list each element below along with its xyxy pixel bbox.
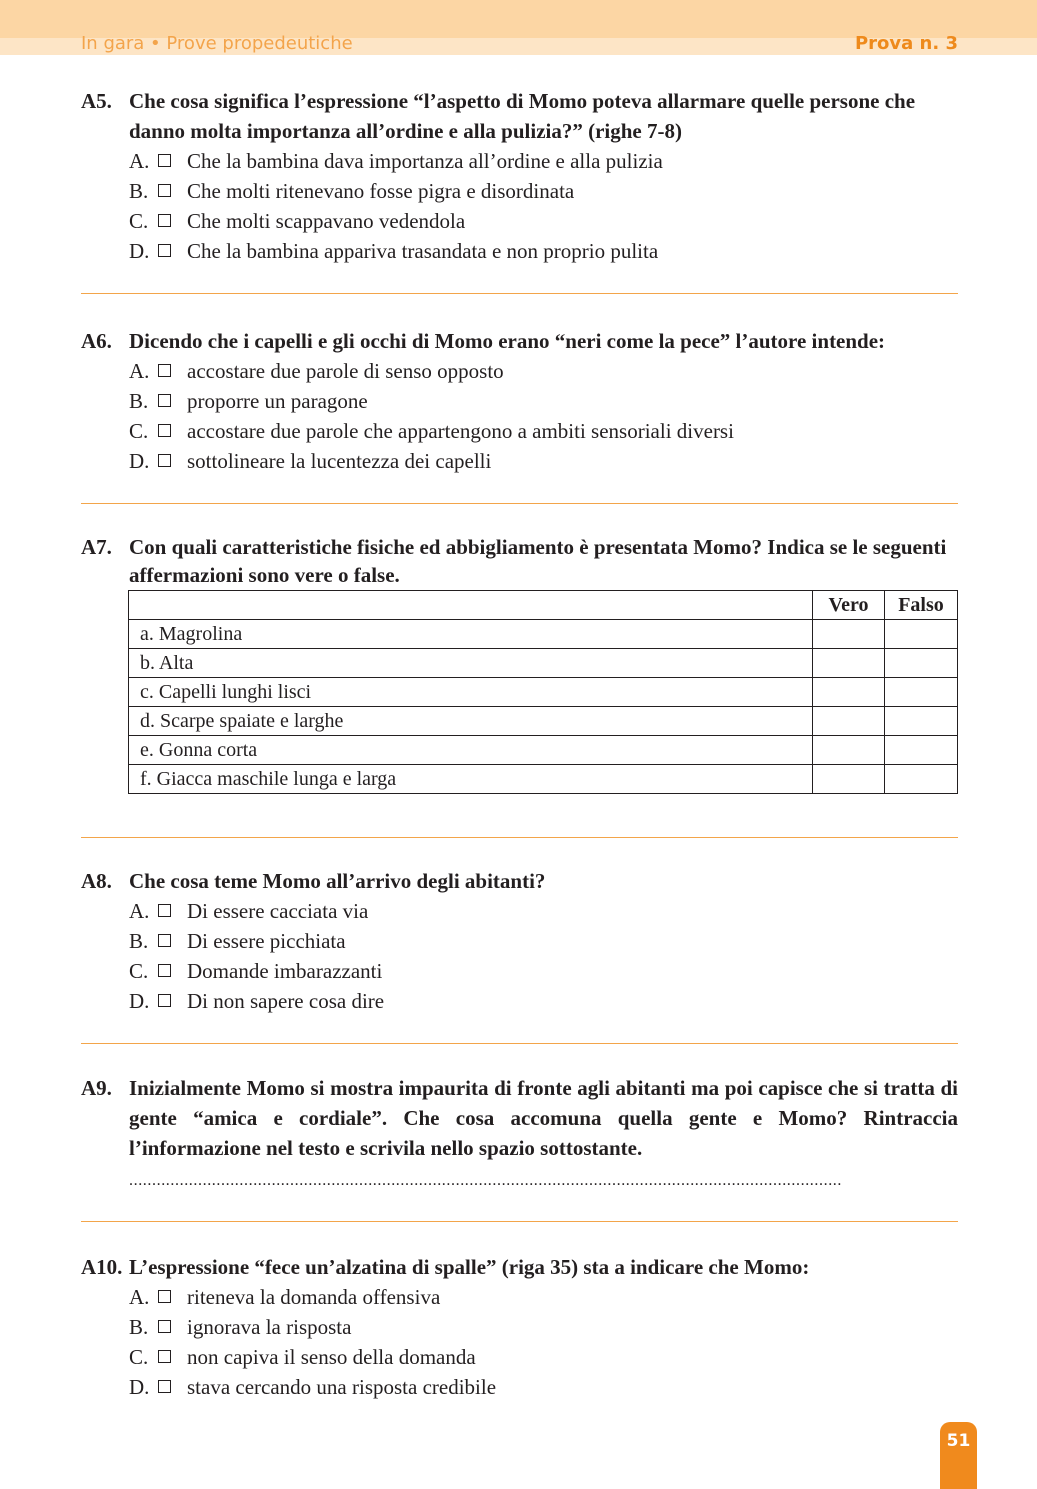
checkbox[interactable] <box>158 154 171 167</box>
answer-option-a[interactable] <box>129 146 958 176</box>
option-text: sottolineare la lucentezza dei capelli <box>187 449 492 473</box>
question-prompt <box>81 86 958 146</box>
checkbox[interactable] <box>158 934 171 947</box>
statement-text: Gonna corta <box>158 738 258 761</box>
answer-line[interactable]: ........................................................................................................................................................... <box>129 1172 842 1189</box>
row-letter: e. <box>140 738 154 761</box>
row-letter: a. <box>140 622 154 645</box>
option-letter: C. <box>129 419 149 443</box>
answer-option-d[interactable] <box>129 446 958 476</box>
option-text: non capiva il senso della domanda <box>187 1345 476 1369</box>
table-row <box>129 765 958 794</box>
option-letter: A. <box>129 359 150 383</box>
option-letter: C. <box>129 959 149 983</box>
option-letter: C. <box>129 209 149 233</box>
question-number: A6. <box>81 329 112 353</box>
statement-cell <box>129 707 813 736</box>
test-number: Prova n. 3 <box>854 33 958 54</box>
table-header-row <box>129 591 958 620</box>
vero-cell[interactable] <box>813 736 885 765</box>
answer-option-d[interactable] <box>129 1372 958 1402</box>
falso-cell[interactable] <box>885 736 958 765</box>
option-letter: D. <box>129 989 150 1013</box>
option-text: accostare due parole che appartengono a ambiti sensoriali diversi <box>187 419 734 443</box>
statement-text: Alta <box>158 651 194 674</box>
answer-option-b[interactable] <box>129 386 958 416</box>
answer-option-a[interactable] <box>129 896 958 926</box>
checkbox[interactable] <box>158 454 171 467</box>
answer-option-d[interactable] <box>129 236 958 266</box>
question-a8 <box>81 866 958 1016</box>
option-letter: B. <box>129 929 149 953</box>
option-letter: A. <box>129 149 150 173</box>
running-header: In gara • Prove propedeutiche <box>81 33 353 54</box>
question-text: Con quali caratteristiche fisiche ed abbigliamento è presentata Momo? Indica se le seguenti affermazioni sono vere o false. <box>129 535 947 587</box>
falso-cell[interactable] <box>885 765 958 794</box>
table-row <box>129 707 958 736</box>
falso-cell[interactable] <box>885 620 958 649</box>
answer-option-b[interactable] <box>129 1312 958 1342</box>
vero-cell[interactable] <box>813 649 885 678</box>
option-text: proporre un paragone <box>187 389 368 413</box>
question-a10 <box>81 1252 958 1402</box>
option-text: Di essere cacciata via <box>187 899 369 923</box>
table-row <box>129 678 958 707</box>
checkbox[interactable] <box>158 1350 171 1363</box>
section-divider <box>81 1221 958 1222</box>
question-prompt <box>81 1252 958 1282</box>
answer-option-c[interactable] <box>129 1342 958 1372</box>
option-text: Di non sapere cosa dire <box>187 989 385 1013</box>
page-number: 51 <box>946 1431 971 1451</box>
option-letter: D. <box>129 449 150 473</box>
statement-cell <box>129 620 813 649</box>
option-text: accostare due parole di senso opposto <box>187 359 504 383</box>
row-letter: c. <box>140 680 154 703</box>
answer-option-c[interactable] <box>129 206 958 236</box>
vero-cell[interactable] <box>813 707 885 736</box>
vero-cell[interactable] <box>813 620 885 649</box>
option-letter: D. <box>129 1375 150 1399</box>
question-a7 <box>81 533 958 589</box>
true-false-table <box>128 590 958 794</box>
falso-cell[interactable] <box>885 678 958 707</box>
statement-text: Magrolina <box>158 622 243 645</box>
checkbox[interactable] <box>158 214 171 227</box>
option-letter: C. <box>129 1345 149 1369</box>
option-text: Domande imbarazzanti <box>187 959 383 983</box>
option-letter: A. <box>129 899 150 923</box>
statement-cell <box>129 765 813 794</box>
question-number: A9. <box>81 1076 112 1100</box>
row-letter: b. <box>140 651 155 674</box>
column-header-vero: Vero <box>813 591 885 620</box>
column-header <box>129 591 813 620</box>
statement-text: Giacca maschile lunga e larga <box>156 767 397 790</box>
falso-cell[interactable] <box>885 707 958 736</box>
option-text: Di essere picchiata <box>187 929 346 953</box>
question-prompt <box>81 533 958 589</box>
checkbox[interactable] <box>158 184 171 197</box>
question-prompt <box>81 326 958 356</box>
vero-cell[interactable] <box>813 678 885 707</box>
option-text: riteneva la domanda offensiva <box>187 1285 441 1309</box>
question-number: A7. <box>81 535 112 559</box>
question-text: Dicendo che i capelli e gli occhi di Momo erano “neri come la pece” l’autore intende: <box>129 329 886 353</box>
answer-option-d[interactable] <box>129 986 958 1016</box>
statement-cell <box>129 678 813 707</box>
question-a9 <box>81 1073 958 1193</box>
vero-cell[interactable] <box>813 765 885 794</box>
option-text: ignorava la risposta <box>187 1315 352 1339</box>
answer-option-b[interactable] <box>129 176 958 206</box>
answer-option-c[interactable] <box>129 956 958 986</box>
row-letter: d. <box>140 709 155 732</box>
statement-text: Capelli lunghi lisci <box>158 680 312 703</box>
answer-option-a[interactable] <box>129 1282 958 1312</box>
checkbox[interactable] <box>158 394 171 407</box>
question-number: A8. <box>81 869 112 893</box>
checkbox[interactable] <box>158 994 171 1007</box>
question-number: A10. <box>81 1255 123 1279</box>
option-letter: D. <box>129 239 150 263</box>
checkbox[interactable] <box>158 1320 171 1333</box>
section-divider <box>81 293 958 294</box>
question-a6 <box>81 326 958 476</box>
answer-option-a[interactable] <box>129 356 958 386</box>
statement-cell <box>129 736 813 765</box>
table-row <box>129 620 958 649</box>
question-prompt <box>81 866 958 896</box>
answer-option-b[interactable] <box>129 926 958 956</box>
checkbox[interactable] <box>158 364 171 377</box>
option-letter: B. <box>129 179 149 203</box>
falso-cell[interactable] <box>885 649 958 678</box>
section-divider <box>81 503 958 504</box>
option-text: stava cercando una risposta credibile <box>187 1375 497 1399</box>
statement-cell <box>129 649 813 678</box>
option-text: Che molti ritenevano fosse pigra e disordinata <box>187 179 575 203</box>
option-letter: A. <box>129 1285 150 1309</box>
checkbox[interactable] <box>158 424 171 437</box>
checkbox[interactable] <box>158 904 171 917</box>
question-text: Che cosa significa l’espressione “l’aspetto di Momo poteva allarmare quelle persone che danno molta importanza all’ordine e alla pulizia?” (righe 7-8) <box>129 89 916 143</box>
option-text: Che molti scappavano vedendola <box>187 209 466 233</box>
question-text: Inizialmente Momo si mostra impaurita di fronte agli abitanti ma poi capisce che si tratta di gente “amica e cordiale”. Che cosa accomuna quella gente e Momo? Rintraccia l’informazione nel testo e scrivila nello spazio sottostante. <box>129 1076 958 1160</box>
question-text: L’espressione “fece un’alzatina di spalle” (riga 35) sta a indicare che Momo: <box>129 1255 810 1279</box>
checkbox[interactable] <box>158 1290 171 1303</box>
option-text: Che la bambina appariva trasandata e non proprio pulita <box>187 239 659 263</box>
answer-option-c[interactable] <box>129 416 958 446</box>
checkbox[interactable] <box>158 964 171 977</box>
page-number-tab <box>940 1422 977 1489</box>
question-a5 <box>81 86 958 266</box>
option-text: Che la bambina dava importanza all’ordine e alla pulizia <box>187 149 663 173</box>
question-prompt <box>81 1073 958 1163</box>
checkbox[interactable] <box>158 1380 171 1393</box>
question-text: Che cosa teme Momo all’arrivo degli abitanti? <box>129 869 546 893</box>
checkbox[interactable] <box>158 244 171 257</box>
statement-text: Scarpe spaiate e larghe <box>160 709 344 732</box>
table-row <box>129 736 958 765</box>
question-number: A5. <box>81 89 112 113</box>
table-row <box>129 649 958 678</box>
column-header-falso: Falso <box>885 591 958 620</box>
section-divider <box>81 1043 958 1044</box>
option-letter: B. <box>129 1315 149 1339</box>
row-letter: f. <box>140 767 152 790</box>
option-letter: B. <box>129 389 149 413</box>
section-divider <box>81 837 958 838</box>
